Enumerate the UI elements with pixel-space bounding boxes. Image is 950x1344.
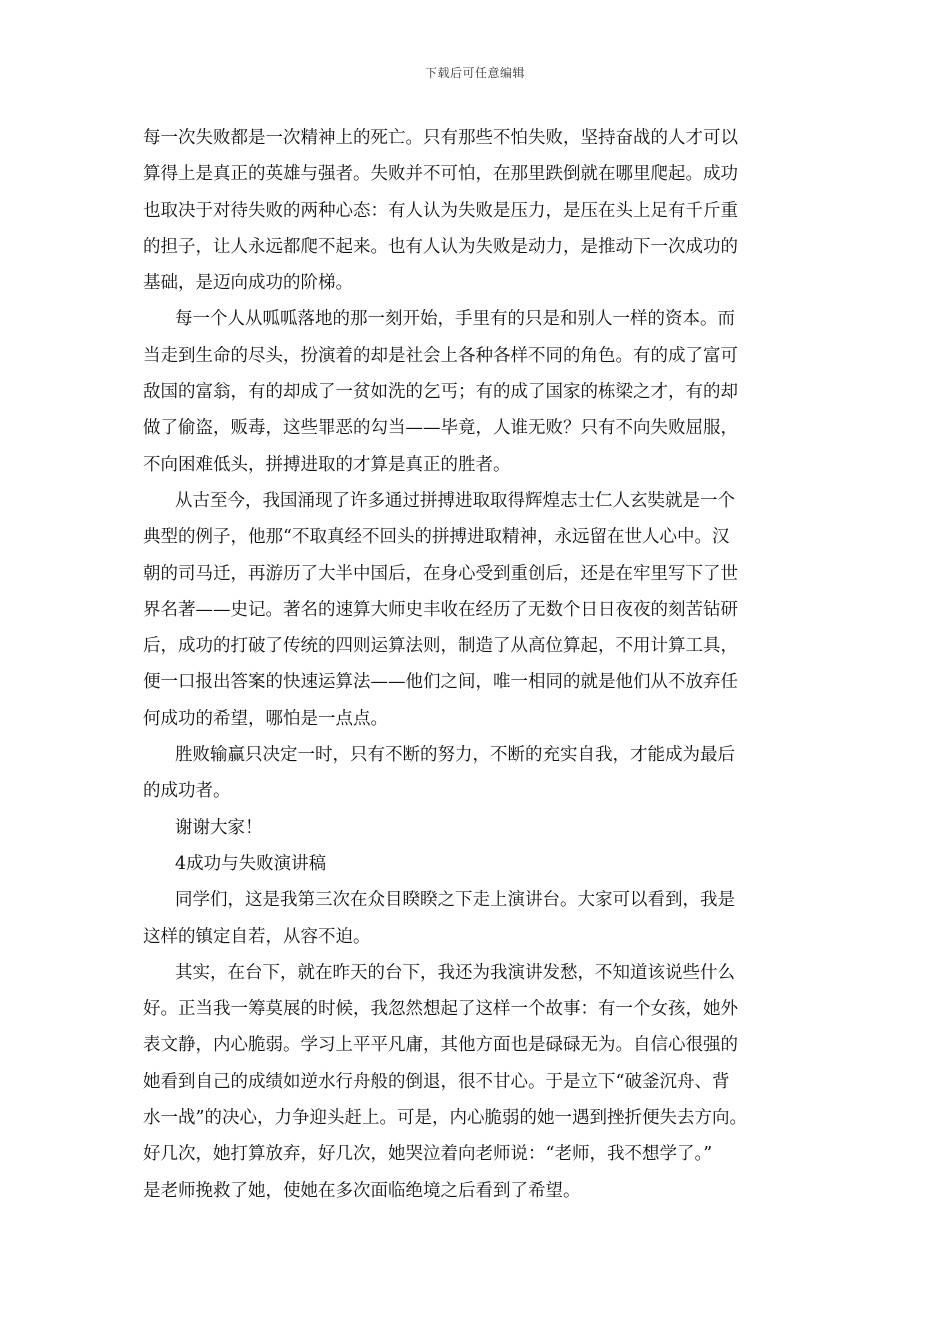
text-line: 好。正当我一筹莫展的时候，我忽然想起了这样一个故事：有一个女孩，她外 xyxy=(143,999,738,1020)
text-line: 也取决于对待失败的两种心态：有人认为失败是压力，是压在头上足有千斤重 xyxy=(143,200,738,221)
text-line: 的成功者。 xyxy=(143,781,231,802)
text-line: 好几次，她打算放弃，好几次，她哭泣着向老师说：“老师，我不想学了。” xyxy=(143,1144,713,1165)
text-line: 表文静，内心脆弱。学习上平平凡庸，其他方面也是碌碌无为。自信心很强的 xyxy=(143,1035,738,1056)
text-line: 从古至今，我国涌现了许多通过拼搏进取取得辉煌志士仁人玄奘就是一个 xyxy=(175,490,735,511)
text-line: 便一口报出答案的快速运算法——他们之间，唯一相同的就是他们从不放弃任 xyxy=(143,672,738,693)
text-line: 后，成功的打破了传统的四则运算法则，制造了从高位算起，不用计算工具， xyxy=(143,636,738,657)
page-header: 下载后可任意编辑 xyxy=(424,66,525,80)
text-line: 敌国的富翁，有的却成了一贫如洗的乞丐；有的成了国家的栋梁之才，有的却 xyxy=(143,382,738,403)
text-line: 朝的司马迁，再游历了大半中国后，在身心受到重创后，还是在牢里写下了世 xyxy=(143,563,738,584)
text-line: 这样的镇定自若，从容不迫。 xyxy=(143,926,371,947)
text-line: 每一个人从呱呱落地的那一刻开始，手里有的只是和别人一样的资本。而 xyxy=(175,309,735,330)
text-line: 4成功与失败演讲稿 xyxy=(175,853,327,874)
text-line: 谢谢大家！ xyxy=(175,817,263,838)
text-line: 同学们，这是我第三次在众目睽睽之下走上演讲台。大家可以看到，我是 xyxy=(175,890,735,911)
text-line: 的担子，让人永远都爬不起来。也有人认为失败是动力，是推动下一次成功的 xyxy=(143,236,738,257)
text-line: 做了偷盗，贩毒，这些罪恶的勾当——毕竟，人谁无败？只有不向失败屈服， xyxy=(143,418,738,439)
text-line: 水一战”的决心，力争迎头赶上。可是，内心脆弱的她一遇到挫折便失去方向。 xyxy=(143,1108,747,1129)
text-line: 基础，是迈向成功的阶梯。 xyxy=(143,273,353,294)
text-line: 何成功的希望，哪怕是一点点。 xyxy=(143,708,388,729)
text-line: 每一次失败都是一次精神上的死亡。只有那些不怕失败，坚持奋战的人才可以 xyxy=(143,128,738,148)
text-line: 算得上是真正的英雄与强者。失败并不可怕，在那里跌倒就在哪里爬起。成功 xyxy=(143,164,738,185)
text-line: 其实，在台下，就在昨天的台下，我还为我演讲发愁，不知道该说些什么 xyxy=(175,962,735,983)
text-line: 当走到生命的尽头，扮演着的却是社会上各种各样不同的角色。有的成了富可 xyxy=(143,345,738,366)
text-line: 她看到自己的成绩如逆水行舟般的倒退，很不甘心。于是立下“破釜沉舟、背 xyxy=(143,1071,730,1092)
text-line: 不向困难低头，拼搏进取的才算是真正的胜者。 xyxy=(143,454,511,475)
text-line: 界名著——史记。著名的速算大师史丰收在经历了无数个日日夜夜的刻苦钻研 xyxy=(143,599,738,620)
document-body xyxy=(143,120,815,1209)
text-line: 典型的例子，他那“不取真经不回头的拼搏进取精神，永远留在世人心中。汉 xyxy=(143,527,730,548)
text-line: 是老师挽救了她，使她在多次面临绝境之后看到了希望。 xyxy=(143,1180,581,1201)
text-line: 胜败输赢只决定一时，只有不断的努力，不断的充实自我，才能成为最后 xyxy=(175,745,735,766)
